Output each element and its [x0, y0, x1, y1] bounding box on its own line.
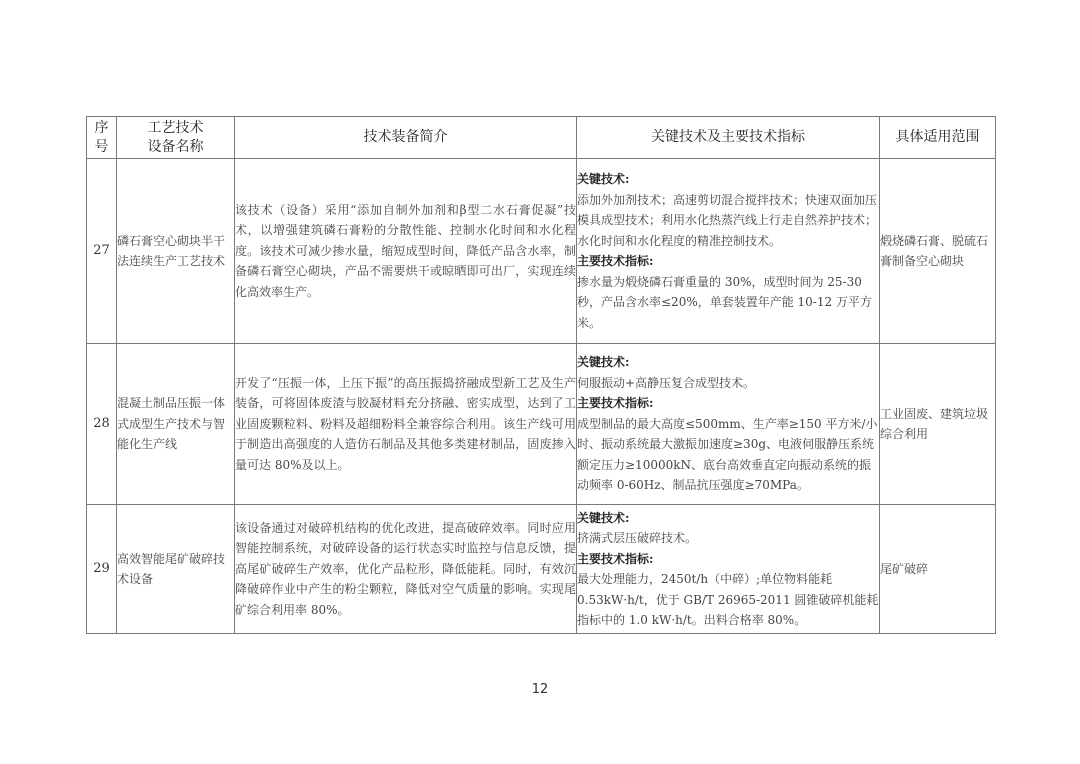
key-tech-text: 挤满式层压破碎技术。 — [577, 531, 698, 545]
technology-name: 混凝土制品压振一体式成型生产技术与智能化生产线 — [117, 344, 235, 505]
key-tech-cell — [577, 159, 880, 344]
key-tech-label: 关键技术: — [577, 172, 630, 186]
technology-name: 磷石膏空心砌块半干法连续生产工艺技术 — [117, 159, 235, 344]
header-serial-number: 序 号 — [87, 117, 117, 159]
table-header-row — [87, 117, 996, 159]
header-scope: 具体适用范围 — [880, 117, 996, 159]
page-number: 12 — [531, 682, 549, 697]
application-scope: 煅烧磷石膏、脱硫石膏制备空心砌块 — [880, 159, 996, 344]
row-number: 28 — [87, 344, 117, 505]
indicator-text: 最大处理能力，2450t/h（中碎）;单位物料能耗 0.53kW·h/t，优于 GB/T 26965-2011 圆锥破碎机能耗指标中的 1.0 kW·h/t。出料合格率 80%。 — [577, 572, 879, 627]
indicator-text: 成型制品的最大高度≤500mm、生产率≥150 平方米/小时、振动系统最大激振加速度≥30g、电液伺服静压系统额定压力≥10000kN、底台高效垂直定向振动系统的振动频率 0-60Hz、制品抗压强度≥70MPa。 — [577, 416, 878, 493]
technology-intro: 该技术（设备）采用“添加自制外加剂和β型二水石膏促凝”技术，以增强建筑磷石膏粉的分散性能、控制水化时间和水化程度。该技术可减少掺水量，缩短成型时间，降低产品含水率，制备磷石膏空心砌块，产品不需要烘干或晾晒即可出厂，实现连续化高效率生产。 — [235, 159, 577, 344]
indicator-label: 主要技术指标: — [577, 396, 654, 411]
indicator-text: 掺水量为煅烧磷石膏重量的 30%，成型时间为 25-30 秒，产品含水率≤20%，单套装置年产能 10-12 万平方米。 — [577, 274, 872, 330]
technology-intro: 该设备通过对破碎机结构的优化改进，提高破碎效率。同时应用智能控制系统，对破碎设备的运行状态实时监控与信息反馈，提高尾矿破碎生产效率，优化产品粒形，降低能耗。同时，有效沉降破碎作业中产生的粉尘颗粒，降低对空气质量的影响。实现尾矿综合利用率 80%。 — [235, 505, 577, 634]
table-row — [87, 344, 996, 505]
key-tech-text: 添加外加剂技术；高速剪切混合搅拌技术；快速双面加压模具成型技术；利用水化热蒸汽线上行走自然养护技术；水化时间和水化程度的精准控制技术。 — [577, 192, 878, 248]
technology-intro: 开发了“压振一体，上压下振”的高压振捣挤融成型新工艺及生产装备，可将固体废渣与胶凝材料充分挤融、密实成型，达到了工业固废颗粒料、粉料及超细粉料全兼容综合利用。该生产线可用于制造出高强度的人造仿石制品及其他多类建材制品，固废掺入量可达 80%及以上。 — [235, 344, 577, 505]
row-number: 29 — [87, 505, 117, 634]
application-scope: 尾矿破碎 — [880, 505, 996, 634]
table-row — [87, 159, 996, 344]
key-tech-text: 伺服振动+高静压复合成型技术。 — [577, 375, 756, 390]
row-number: 27 — [87, 159, 117, 344]
header-intro: 技术装备简介 — [235, 117, 577, 159]
key-tech-label: 关键技术: — [577, 355, 630, 370]
indicator-label: 主要技术指标: — [577, 254, 654, 268]
key-tech-label: 关键技术: — [577, 510, 630, 525]
application-scope: 工业固废、建筑垃圾综合利用 — [880, 344, 996, 505]
key-tech-cell — [577, 344, 880, 505]
table-row — [87, 505, 996, 634]
indicator-label: 主要技术指标: — [577, 551, 654, 566]
key-tech-cell — [577, 505, 880, 634]
technology-table — [86, 116, 996, 634]
header-key-tech: 关键技术及主要技术指标 — [577, 117, 880, 159]
header-technology-name: 工艺技术 设备名称 — [117, 117, 235, 159]
technology-name: 高效智能尾矿破碎技术设备 — [117, 505, 235, 634]
